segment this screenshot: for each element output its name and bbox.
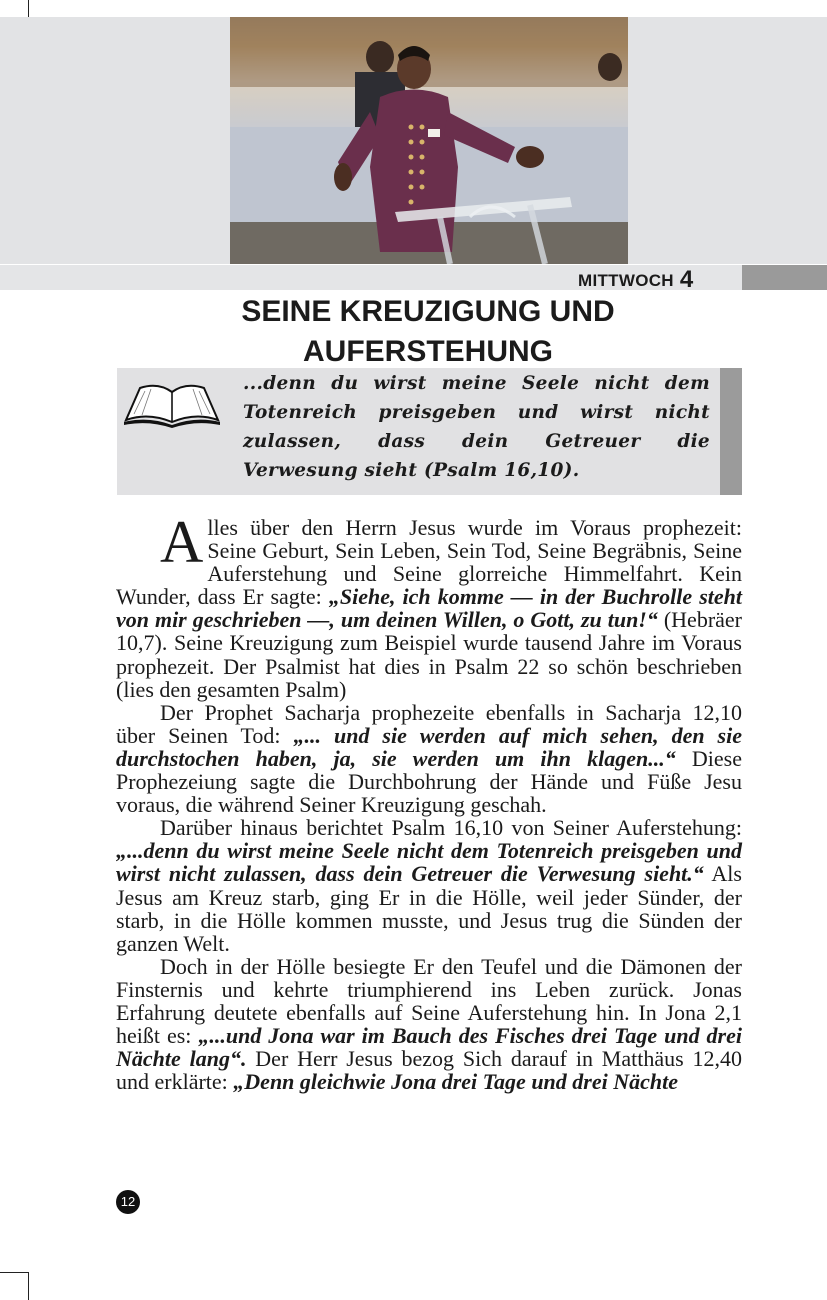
day-strip — [0, 265, 827, 290]
crop-mark-bottom-horizontal — [0, 1272, 28, 1273]
page-title — [150, 292, 706, 372]
verse-box-accent-bar — [720, 368, 742, 495]
header-photo — [230, 17, 628, 264]
p2-quote: „... und sie werden auf mich sehen, den sie durchstochen haben, ja, sie werden um ihn klagen...“ — [116, 722, 742, 771]
crop-mark-bottom-vertical — [28, 1272, 29, 1300]
day-name: MITTWOCH — [578, 271, 674, 290]
p3-text-1: Darüber hinaus berichtet Psalm 16,10 von Seiner Auferstehung: — [160, 815, 742, 841]
paragraph-1 — [116, 509, 743, 702]
article-body — [116, 509, 743, 1095]
photo-of-preacher-at-pulpit — [230, 17, 628, 264]
p3-quote: „...denn du wirst meine Seele nicht dem Totenreich preisgeben und wirst nicht zulassen, dass dein Getreuer die Verwesung sieht.“ — [116, 838, 742, 887]
paragraph-2 — [116, 701, 742, 816]
p4-quote-1: „...und Jona war im Bauch des Fisches drei Tage und drei Nächte lang“. — [116, 1023, 742, 1072]
open-book-icon — [120, 378, 224, 430]
p2-text-2: Diese Prophezeiung sagte die Durchbohrung der Hände und Füße Jesu voraus, die während Seiner Kreuzigung geschah. — [116, 745, 742, 818]
day-number: 4 — [679, 266, 694, 293]
day-strip-accent — [742, 265, 827, 290]
verse-text: ...denn du wirst meine Seele nicht dem Totenreich preisgeben und wirst nicht zulassen, dass dein Getreuer die Verwesung sieht (Psalm 16,10). — [243, 373, 710, 481]
drop-cap: A — [160, 509, 204, 575]
title-line-2: AUFERSTEHUNG — [302, 335, 553, 368]
paragraph-4 — [116, 955, 742, 1094]
p3-text-2: Als Jesus am Kreuz starb, ging Er in die Hölle, weil jeder Sünder, der starb, in die Hölle kommen musste, und Jesus trug die Sünden der ganzen Welt. — [116, 861, 742, 956]
p2-text-1: Der Prophet Sacharja prophezeite ebenfalls in Sacharja 12,10 über Seinen Tod: — [116, 699, 742, 748]
p1-text-2: (Hebräer 10,7). Seine Kreuzigung zum Beispiel wurde tausend Jahre im Voraus prophezeit. Der Psalmist hat dies in Psalm 22 so schön beschrieben (lies den gesamten Psalm) — [116, 607, 742, 702]
p4-text-2: Der Herr Jesus bezog Sich darauf in Matthäus 12,40 und erklärte: — [116, 1046, 742, 1095]
p1-quote: „Siehe, ich komme — in der Buchrolle steht von mir geschrieben —, um deinen Willen, o Gott, zu tun!“ — [116, 584, 743, 633]
p4-text-1: Doch in der Hölle besiegte Er den Teufel und die Dämonen der Finsternis und kehrte triumphierend ins Leben zurück. Jonas Erfahrung deutete ebenfalls auf Seine Auferstehung hin. In Jona 2,1 heißt es: — [116, 953, 742, 1049]
page-number: 12 — [116, 1190, 140, 1214]
p4-quote-2: „Denn gleichwie Jona drei Tage und drei Nächte — [233, 1069, 678, 1095]
paragraph-3 — [116, 816, 742, 955]
p1-text-1: lles über den Herrn Jesus wurde im Voraus prophezeit: Seine Geburt, Sein Leben, Sein Tod, Seine Begräbnis, Seine Auferstehung und Seine glorreiche Himmelfahrt. Kein Wunder, dass Er sagte: — [116, 515, 742, 610]
day-label — [578, 265, 694, 293]
title-line-1: SEINE KREUZIGUNG UND — [241, 295, 615, 328]
